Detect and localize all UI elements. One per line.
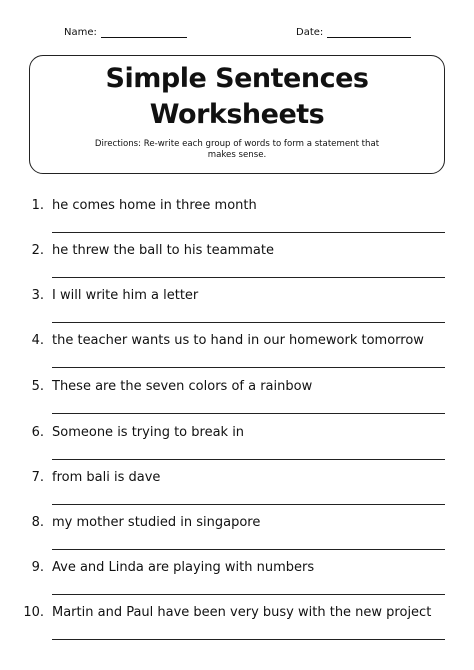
item-prompt: the teacher wants us to hand in our homework tomorrow <box>52 333 424 348</box>
item-number: 5. <box>31 379 44 394</box>
item-prompt: Someone is trying to break in <box>52 425 245 440</box>
name-field[interactable] <box>64 27 187 38</box>
item-number: 7. <box>31 470 44 485</box>
date-field[interactable] <box>296 27 411 38</box>
item-number: 2. <box>31 243 44 258</box>
item-prompt: Ave and Linda are playing with numbers <box>52 560 315 575</box>
item-number: 9. <box>31 560 44 575</box>
item-prompt: Martin and Paul have been very busy with the new project <box>52 605 432 620</box>
item-number: 3. <box>31 288 44 303</box>
item-prompt: he comes home in three month <box>52 198 257 213</box>
answer-line-6[interactable] <box>52 459 445 460</box>
item-number: 4. <box>31 333 44 348</box>
answer-line-5[interactable] <box>52 413 445 414</box>
item-number: 6. <box>31 425 44 440</box>
answer-line-10[interactable] <box>52 639 445 640</box>
item-prompt: from bali is dave <box>52 470 161 485</box>
directions-text: Directions: Re-write each group of words to form a statement that makes sense. <box>94 139 380 160</box>
worksheet-title <box>30 61 444 133</box>
date-label: Date: <box>296 27 324 38</box>
item-number: 10. <box>23 605 44 620</box>
item-prompt: These are the seven colors of a rainbow <box>52 379 313 394</box>
answer-line-8[interactable] <box>52 549 445 550</box>
item-prompt: he threw the ball to his teammate <box>52 243 274 258</box>
answer-line-9[interactable] <box>52 594 445 595</box>
item-number: 1. <box>31 198 44 213</box>
title-box <box>29 55 445 174</box>
title-line-2: Worksheets <box>149 99 325 130</box>
answer-line-1[interactable] <box>52 232 445 233</box>
answer-line-2[interactable] <box>52 277 445 278</box>
answer-line-7[interactable] <box>52 504 445 505</box>
name-label: Name: <box>64 27 97 38</box>
title-line-1: Simple Sentences <box>105 63 369 94</box>
date-blank-line[interactable] <box>327 27 411 38</box>
item-prompt: I will write him a letter <box>52 288 199 303</box>
item-number: 8. <box>31 515 44 530</box>
item-prompt: my mother studied in singapore <box>52 515 261 530</box>
name-blank-line[interactable] <box>101 27 187 38</box>
answer-line-4[interactable] <box>52 367 445 368</box>
answer-line-3[interactable] <box>52 322 445 323</box>
